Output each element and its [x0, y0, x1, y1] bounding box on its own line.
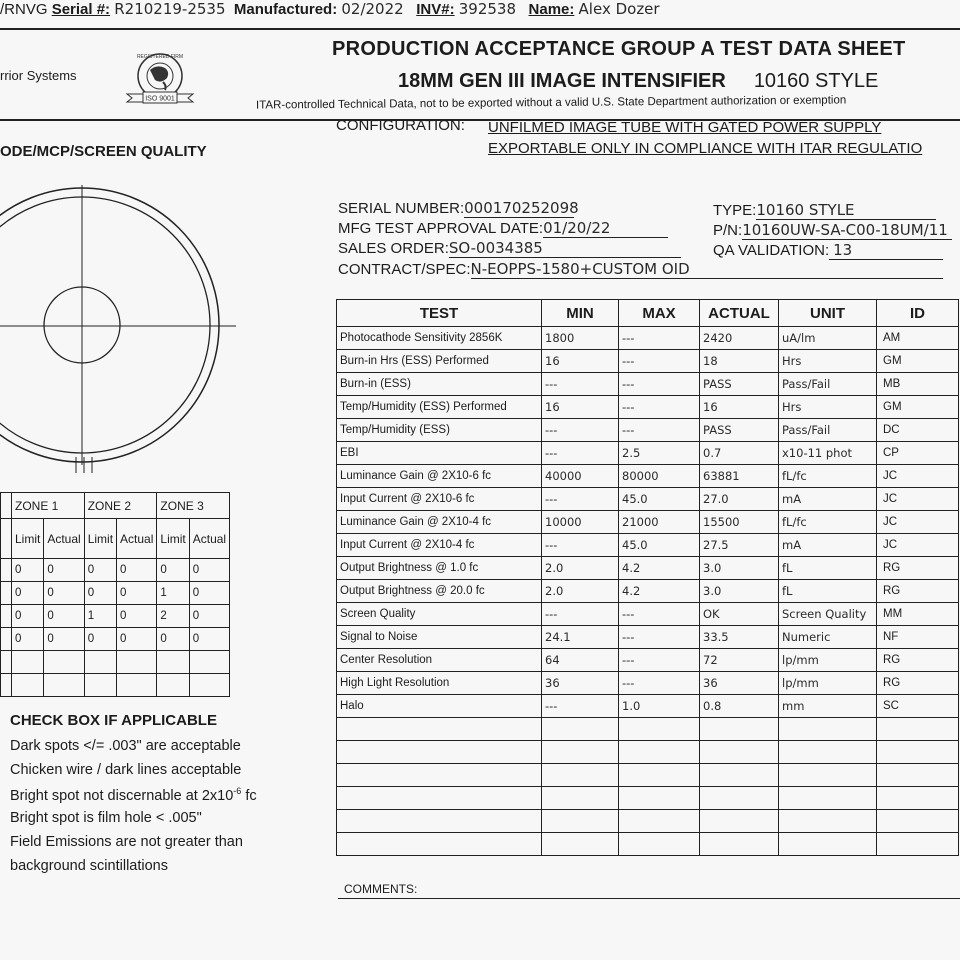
zone-cell: 0 — [44, 628, 84, 651]
test-name-cell: Center Resolution — [337, 649, 542, 672]
table-row — [337, 603, 959, 626]
test-name-cell: Burn-in Hrs (ESS) Performed — [337, 350, 542, 373]
max-cell: --- — [619, 327, 700, 350]
zone-cell: 0 — [117, 559, 157, 582]
id-cell — [877, 718, 959, 741]
actual-cell: PASS — [700, 419, 779, 442]
min-cell: --- — [542, 695, 619, 718]
table-row — [337, 488, 959, 511]
zone-row — [1, 605, 230, 628]
part-number-value: 10160UW-SA-C00-18UM/11 — [742, 221, 952, 240]
comments-label: COMMENTS: — [344, 882, 418, 896]
min-cell — [542, 787, 619, 810]
zone-1-actual-header: Actual — [44, 519, 84, 559]
style-text: 10160 STYLE — [753, 70, 879, 92]
type-field — [713, 201, 936, 220]
zone-cell: 0 — [189, 628, 229, 651]
part-number-field — [713, 221, 952, 240]
actual-cell: 72 — [700, 649, 779, 672]
actual-cell: 0.8 — [700, 695, 779, 718]
zone-1-header: ZONE 1 — [12, 493, 85, 519]
actual-cell: 3.0 — [700, 557, 779, 580]
unit-cell: x10-11 phot — [779, 442, 877, 465]
zone-cell — [157, 674, 189, 697]
actual-cell: 63881 — [700, 465, 779, 488]
min-cell: 2.0 — [542, 557, 619, 580]
check-item: background scintillations — [10, 858, 168, 874]
id-cell — [877, 787, 959, 810]
configuration-label: CONFIGURATION: — [336, 117, 465, 134]
min-cell: 40000 — [542, 465, 619, 488]
configuration-line-2: EXPORTABLE ONLY IN COMPLIANCE WITH ITAR REGULATIO — [488, 140, 923, 157]
serial-number-field — [338, 199, 579, 218]
zone-cell: 0 — [157, 628, 189, 651]
name-value: Alex Dozer — [578, 0, 660, 18]
id-cell: AM — [877, 327, 959, 350]
id-cell: GM — [877, 350, 959, 373]
zone-cell — [12, 651, 44, 674]
max-cell: --- — [619, 350, 700, 373]
approval-date-field — [338, 219, 668, 238]
page-subtitle — [398, 70, 878, 93]
table-row — [337, 373, 959, 396]
id-cell: JC — [877, 511, 959, 534]
unit-cell: fL/fc — [779, 511, 877, 534]
zone-cell — [157, 651, 189, 674]
test-name-cell: Halo — [337, 695, 542, 718]
unit-cell: Pass/Fail — [779, 373, 877, 396]
zone-row-label — [1, 582, 12, 605]
max-cell — [619, 718, 700, 741]
actual-cell — [700, 787, 779, 810]
bright-spot-text: Bright spot not discernable at 2x10 — [10, 787, 234, 804]
unit-cell — [779, 787, 877, 810]
id-cell: MB — [877, 373, 959, 396]
zone-cell — [189, 674, 229, 697]
actual-cell — [700, 810, 779, 833]
subtitle-text: 18MM GEN III IMAGE INTENSIFIER — [398, 70, 726, 92]
max-cell: 4.2 — [619, 557, 700, 580]
table-row — [337, 626, 959, 649]
zones-table — [0, 492, 230, 697]
table-row — [337, 810, 959, 833]
sales-order-field — [338, 239, 681, 258]
unit-cell — [779, 741, 877, 764]
actual-cell: 18 — [700, 350, 779, 373]
min-cell: --- — [542, 534, 619, 557]
test-name-cell: EBI — [337, 442, 542, 465]
inv-label: INV#: — [416, 1, 455, 18]
id-cell: JC — [877, 465, 959, 488]
test-name-cell — [337, 764, 542, 787]
zone-cell: 0 — [157, 559, 189, 582]
zone-row-label — [1, 651, 12, 674]
comments-line — [338, 898, 960, 899]
actual-cell — [700, 764, 779, 787]
zone-cell: 0 — [189, 559, 229, 582]
id-column-header: ID — [877, 300, 959, 327]
check-item: Field Emissions are not greater than — [10, 834, 243, 850]
manufactured-label: Manufactured: — [233, 1, 338, 18]
test-name-cell: Screen Quality — [337, 603, 542, 626]
section-title: ODE/MCP/SCREEN QUALITY — [0, 143, 207, 160]
max-cell: --- — [619, 373, 700, 396]
zone-row-label — [1, 605, 12, 628]
zone-3-limit-header: Limit — [157, 519, 189, 559]
bright-spot-exponent: -6 — [233, 786, 242, 796]
table-row — [337, 327, 959, 350]
globe-seal-icon — [115, 50, 205, 108]
actual-cell — [700, 833, 779, 856]
zone-cell — [117, 651, 157, 674]
unit-cell: mm — [779, 695, 877, 718]
table-row — [337, 350, 959, 373]
part-number-label: P/N: — [713, 222, 743, 239]
configuration-line-1: UNFILMED IMAGE TUBE WITH GATED POWER SUPPLY — [488, 119, 882, 136]
max-cell: 2.5 — [619, 442, 700, 465]
table-row — [337, 764, 959, 787]
unit-cell: mA — [779, 488, 877, 511]
min-cell: 64 — [542, 649, 619, 672]
max-column-header: MAX — [619, 300, 700, 327]
max-cell: 80000 — [619, 465, 700, 488]
test-name-cell: Temp/Humidity (ESS) — [337, 419, 542, 442]
qa-validation-label: QA VALIDATION: — [713, 242, 830, 259]
id-cell: JC — [877, 488, 959, 511]
min-cell: 24.1 — [542, 626, 619, 649]
test-name-cell — [337, 810, 542, 833]
zone-cell: 0 — [84, 559, 116, 582]
zone-row-label — [1, 674, 12, 697]
id-cell: RG — [877, 649, 959, 672]
actual-cell: 0.7 — [700, 442, 779, 465]
id-cell: CP — [877, 442, 959, 465]
unit-cell: fL — [779, 580, 877, 603]
id-cell: RG — [877, 557, 959, 580]
actual-cell: 36 — [700, 672, 779, 695]
max-cell: --- — [619, 626, 700, 649]
actual-cell: 15500 — [700, 511, 779, 534]
zone-cell — [44, 651, 84, 674]
min-cell: 16 — [542, 396, 619, 419]
actual-cell: 16 — [700, 396, 779, 419]
zone-cell: 0 — [84, 628, 116, 651]
max-cell: --- — [619, 603, 700, 626]
actual-cell: OK — [700, 603, 779, 626]
name-label: Name: — [528, 1, 575, 18]
test-name-cell: Output Brightness @ 20.0 fc — [337, 580, 542, 603]
unit-cell: fL/fc — [779, 465, 877, 488]
zone-cell: 0 — [12, 582, 44, 605]
inv-value: 392538 — [458, 0, 516, 18]
table-row — [337, 534, 959, 557]
qa-validation-field — [713, 241, 943, 260]
zone-cell — [117, 674, 157, 697]
serial-label: Serial #: — [51, 1, 111, 18]
zone-cell — [12, 674, 44, 697]
qa-validation-value: 13 — [829, 241, 943, 260]
unit-cell: Screen Quality — [779, 603, 877, 626]
zone-row — [1, 674, 230, 697]
check-item: Dark spots </= .003" are acceptable — [10, 738, 241, 754]
max-cell: --- — [619, 672, 700, 695]
itar-notice: ITAR-controlled Technical Data, not to be exported without a valid U.S. State Department authorization or exemption — [255, 94, 847, 112]
table-row — [337, 557, 959, 580]
zone-row — [1, 559, 230, 582]
max-cell — [619, 833, 700, 856]
approval-date-value: 01/20/22 — [543, 219, 668, 238]
test-name-cell: Photocathode Sensitivity 2856K — [337, 327, 542, 350]
test-name-cell: Input Current @ 2X10-4 fc — [337, 534, 542, 557]
check-item: Chicken wire / dark lines acceptable — [10, 762, 242, 778]
test-name-cell — [337, 833, 542, 856]
sales-order-label: SALES ORDER: — [338, 240, 449, 257]
zone-row — [1, 628, 230, 651]
actual-cell: 27.5 — [700, 534, 779, 557]
unit-cell — [779, 810, 877, 833]
screen-quality-diagram — [0, 175, 260, 480]
test-name-cell: High Light Resolution — [337, 672, 542, 695]
contract-field — [338, 260, 943, 279]
actual-cell: 3.0 — [700, 580, 779, 603]
zone-row-label — [1, 559, 12, 582]
zone-cell: 0 — [189, 605, 229, 628]
serial-value: R210219-2535 — [114, 0, 226, 18]
min-cell: 1800 — [542, 327, 619, 350]
iso-seal — [115, 50, 205, 113]
header-info-line — [0, 0, 960, 22]
min-cell: 2.0 — [542, 580, 619, 603]
zone-row — [1, 582, 230, 605]
actual-cell — [700, 741, 779, 764]
zone-cell: 0 — [44, 605, 84, 628]
id-cell: DC — [877, 419, 959, 442]
unit-cell: lp/mm — [779, 672, 877, 695]
test-name-cell: Burn-in (ESS) — [337, 373, 542, 396]
table-row — [337, 580, 959, 603]
bright-spot-unit: fc — [241, 787, 257, 804]
min-cell — [542, 810, 619, 833]
test-name-cell: Luminance Gain @ 2X10-6 fc — [337, 465, 542, 488]
test-name-cell — [337, 741, 542, 764]
min-cell: 10000 — [542, 511, 619, 534]
unit-cell: mA — [779, 534, 877, 557]
company-name: rrior Systems — [0, 68, 77, 83]
test-name-cell: Input Current @ 2X10-6 fc — [337, 488, 542, 511]
zone-row-label — [1, 628, 12, 651]
zone-3-circle — [0, 197, 210, 453]
actual-cell — [700, 718, 779, 741]
unit-cell: Pass/Fail — [779, 419, 877, 442]
zone-cell — [44, 674, 84, 697]
id-cell — [877, 810, 959, 833]
max-cell: 1.0 — [619, 695, 700, 718]
max-cell: --- — [619, 419, 700, 442]
test-name-cell — [337, 718, 542, 741]
zone-row — [1, 651, 230, 674]
prefix-text: /RNVG — [0, 1, 48, 18]
max-cell: 45.0 — [619, 534, 700, 557]
id-cell: GM — [877, 396, 959, 419]
max-cell: 4.2 — [619, 580, 700, 603]
zone-2-header: ZONE 2 — [84, 493, 157, 519]
unit-cell: lp/mm — [779, 649, 877, 672]
unit-cell — [779, 833, 877, 856]
zone-cell — [84, 674, 116, 697]
unit-cell: uA/lm — [779, 327, 877, 350]
zone-1-limit-header: Limit — [12, 519, 44, 559]
test-name-cell: Output Brightness @ 1.0 fc — [337, 557, 542, 580]
serial-number-value: 000170252098 — [464, 199, 579, 217]
min-cell: 36 — [542, 672, 619, 695]
zone-cell: 0 — [44, 559, 84, 582]
min-cell — [542, 833, 619, 856]
zone-cell: 0 — [117, 605, 157, 628]
id-cell: NF — [877, 626, 959, 649]
zone-cell: 0 — [117, 582, 157, 605]
contract-value: N-EOPPS-1580+CUSTOM OID — [471, 260, 943, 279]
zone-cell: 0 — [12, 559, 44, 582]
zone-cell: 1 — [84, 605, 116, 628]
actual-cell: 27.0 — [700, 488, 779, 511]
max-cell: --- — [619, 649, 700, 672]
id-cell: RG — [877, 672, 959, 695]
min-cell: --- — [542, 373, 619, 396]
unit-cell — [779, 718, 877, 741]
id-cell — [877, 764, 959, 787]
unit-cell: Numeric — [779, 626, 877, 649]
max-cell — [619, 810, 700, 833]
zone-3-header: ZONE 3 — [157, 493, 230, 519]
top-divider — [0, 28, 960, 30]
zone-cell: 0 — [189, 582, 229, 605]
max-cell — [619, 764, 700, 787]
min-cell — [542, 741, 619, 764]
id-cell: JC — [877, 534, 959, 557]
table-row — [337, 672, 959, 695]
test-name-cell: Signal to Noise — [337, 626, 542, 649]
sales-order-value: SO-0034385 — [449, 239, 681, 258]
table-row — [337, 833, 959, 856]
zone-cell: 0 — [12, 628, 44, 651]
zone-cell: 0 — [12, 605, 44, 628]
actual-cell: 2420 — [700, 327, 779, 350]
max-cell — [619, 741, 700, 764]
unit-cell: Hrs — [779, 396, 877, 419]
test-results-table — [336, 299, 959, 856]
type-label: TYPE: — [713, 202, 757, 219]
test-column-header: TEST — [337, 300, 542, 327]
check-item: Bright spot is film hole < .005" — [10, 810, 202, 826]
zone-cell — [84, 651, 116, 674]
zone-cell: 0 — [84, 582, 116, 605]
id-cell: MM — [877, 603, 959, 626]
min-cell: --- — [542, 603, 619, 626]
actual-cell: PASS — [700, 373, 779, 396]
zone-2-actual-header: Actual — [117, 519, 157, 559]
zone-2-limit-header: Limit — [84, 519, 116, 559]
id-cell: RG — [877, 580, 959, 603]
id-cell — [877, 833, 959, 856]
zone-cell: 0 — [44, 582, 84, 605]
zone-cell: 2 — [157, 605, 189, 628]
check-item — [10, 786, 257, 804]
table-row — [337, 442, 959, 465]
table-row — [337, 511, 959, 534]
test-name-cell: Temp/Humidity (ESS) Performed — [337, 396, 542, 419]
contract-label: CONTRACT/SPEC: — [338, 261, 471, 278]
table-row — [337, 718, 959, 741]
table-row — [337, 741, 959, 764]
max-cell: --- — [619, 396, 700, 419]
test-name-cell: Luminance Gain @ 2X10-4 fc — [337, 511, 542, 534]
max-cell: 45.0 — [619, 488, 700, 511]
table-row — [337, 419, 959, 442]
max-cell — [619, 787, 700, 810]
zone-3-actual-header: Actual — [189, 519, 229, 559]
id-cell — [877, 741, 959, 764]
type-value: 10160 STYLE — [756, 201, 936, 220]
max-cell: 21000 — [619, 511, 700, 534]
unit-cell: Hrs — [779, 350, 877, 373]
zone-cell: 1 — [157, 582, 189, 605]
min-cell — [542, 764, 619, 787]
zone-cell: 0 — [117, 628, 157, 651]
test-name-cell — [337, 787, 542, 810]
table-row — [337, 695, 959, 718]
approval-date-label: MFG TEST APPROVAL DATE: — [338, 220, 544, 237]
id-cell: SC — [877, 695, 959, 718]
serial-number-label: SERIAL NUMBER: — [338, 200, 465, 217]
min-cell: --- — [542, 488, 619, 511]
table-row — [337, 787, 959, 810]
seal-top-text: REGISTERED FIRM — [136, 54, 184, 60]
manufactured-value: 02/2022 — [341, 0, 404, 18]
table-row — [337, 396, 959, 419]
iso-text: ISO 9001 — [145, 95, 175, 103]
actual-cell: 33.5 — [700, 626, 779, 649]
min-column-header: MIN — [542, 300, 619, 327]
unit-cell: fL — [779, 557, 877, 580]
unit-cell — [779, 764, 877, 787]
page-title: PRODUCTION ACCEPTANCE GROUP A TEST DATA SHEET — [332, 38, 906, 60]
table-row — [337, 649, 959, 672]
zone-cell — [189, 651, 229, 674]
min-cell: --- — [542, 419, 619, 442]
min-cell: --- — [542, 442, 619, 465]
min-cell: 16 — [542, 350, 619, 373]
actual-column-header: ACTUAL — [700, 300, 779, 327]
table-row — [337, 465, 959, 488]
checkbox-section-title: CHECK BOX IF APPLICABLE — [10, 712, 217, 729]
min-cell — [542, 718, 619, 741]
unit-column-header: UNIT — [779, 300, 877, 327]
outer-circle — [0, 188, 219, 462]
